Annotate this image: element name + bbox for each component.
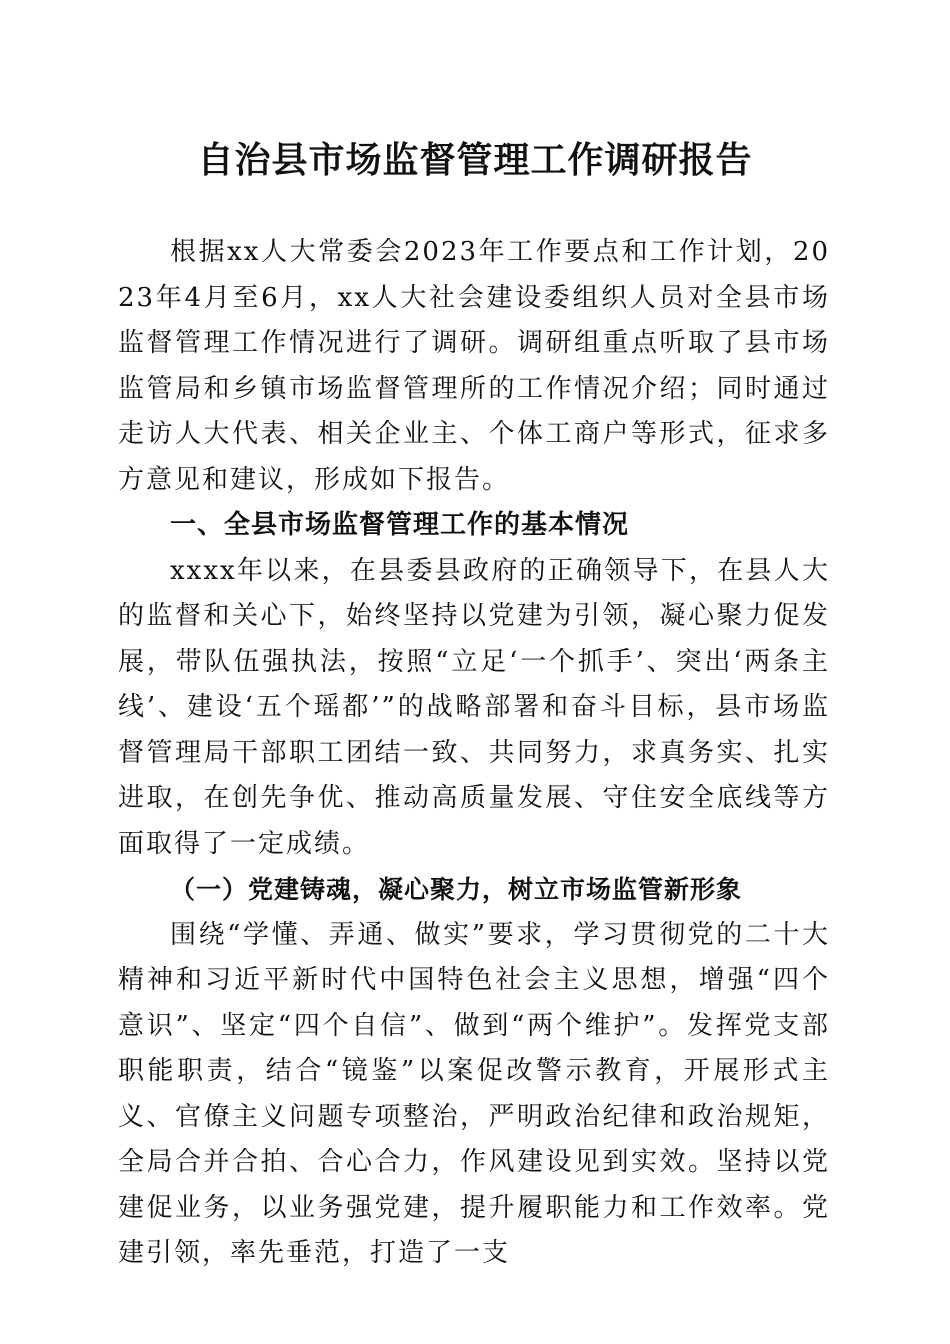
section-heading: 一、全县市场监督管理工作的基本情况 <box>170 510 630 540</box>
subsection-paragraph: 围绕“学懂、弄通、做实”要求，学习贯彻党的二十大精神和习近平新时代中国特色社会主义思想，增强“四个意识”、坚定“四个自信”、做到“两个维护”。发挥党支部职能职责，结合“镜鉴”以案促改警示教育，开展形式主义、官僚主义问题专项整治，严明政治纪律和政治规矩，全局合并合拍、合心合力，作风建设见到实效。坚持以党建促业务，以业务强党建，提升履职能力和工作效率。党建引领，率先垂范，打造了一支 <box>118 919 830 1268</box>
document-body <box>118 230 830 1277</box>
intro-paragraph: 根据xx人大常委会2023年工作要点和工作计划，2023年4月至6月，xx人大社会建设委组织人员对全县市场监督管理工作情况进行了调研。调研组重点听取了县市场监管局和乡镇市场监督管理所的工作情况介绍；同时通过走访人大代表、相关企业主、个体工商户等形式，征求多方意见和建议，形成如下报告。 <box>118 237 830 495</box>
document-title: 自治县市场监督管理工作调研报告 <box>197 139 753 181</box>
section-paragraph: xxxx年以来，在县委县政府的正确领导下，在县人大的监督和关心下，始终坚持以党建为引领，凝心聚力促发展，带队伍强执法，按照“立足‘一个抓手’、突出‘两条主线’、建设‘五个瑶都’”的战略部署和奋斗目标，县市场监督管理局干部职工团结一致、共同努力，求真务实、扎实进取，在创先争优、推动高质量发展、守住安全底线等方面取得了一定成绩。 <box>118 555 830 859</box>
subsection-heading: （一）党建铸魂，凝心聚力，树立市场监管新形象 <box>170 875 743 904</box>
